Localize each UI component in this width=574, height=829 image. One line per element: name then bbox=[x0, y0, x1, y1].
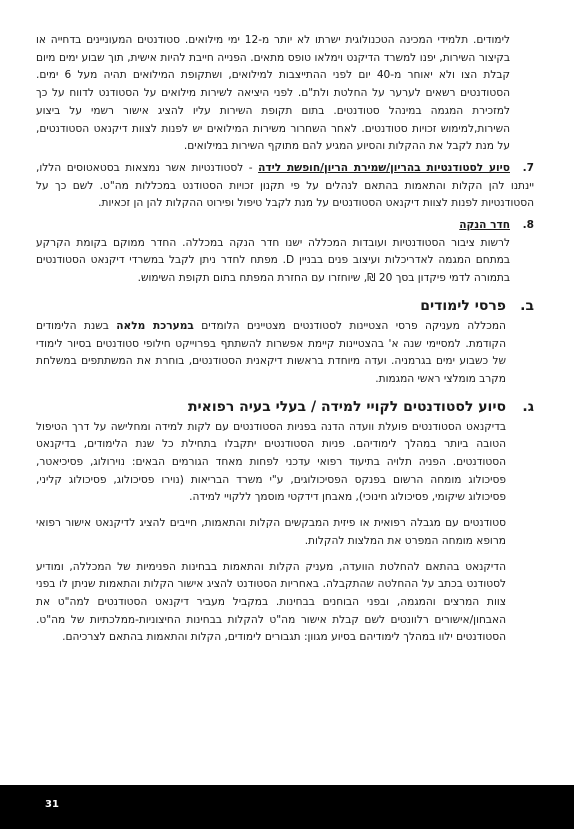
page-footer-bar bbox=[0, 785, 574, 829]
section-g bbox=[36, 397, 534, 647]
page-number: 31 bbox=[45, 799, 59, 810]
item-title: חדר הנקה bbox=[459, 219, 510, 232]
item-number: 7. bbox=[522, 161, 534, 174]
section-paragraph: סטודנטים עם מגבלה רפואית או פיזית המבקשים הקלות והתאמות, חייבים להציג לדיקנאט אישור רפואי מרופא מומחה המפרט את המלצות להקלות. bbox=[36, 517, 506, 547]
section-letter: ב. bbox=[520, 297, 534, 314]
section-heading bbox=[36, 397, 534, 417]
section-paragraph: המכללה מעניקה פרסי הצטיינות לסטודנטים מצטיינים הלומדים במערכת מלאה בשנת הלימודים הקודמת. למסיימי שנה א' בהצטיינות קיימת אפשרות להשתתף בפרוייקט חילופי סטודנטים בסיור לימודי של כשבוע ימים בגרמניה. ועדה מיוחדת בראשות דיקאנית הסטודנטים, בוחרת את המשתתפים במשלחת מקרב מומלצי ראשי המגמות. bbox=[36, 319, 506, 385]
section-heading bbox=[36, 296, 534, 316]
section-letter: ג. bbox=[522, 398, 534, 415]
item-title: סיוע לסטודנטיות בהריון/שמירת הריון/חופשת לידה bbox=[258, 161, 510, 174]
intro-paragraph: לימודים. תלמידי המכינה הטכנולוגית ישרתו לא יותר מ-12 ימי מילואים. סטודנטים המעוניינים בדחייה או בקיצור השירות, יפנו למשרד הדיקנט וימלאו טופס מתאים. הפנייה חייבת להיות אישית, תוך שבוע ימים מיום קבלת הצו ולא יאוחר מ-40 יום לפני ההתייצבות למילואים, ושתקופת המילואים תהיה מעל 6 ימים. הסטודנטים רשאים לערער על החלטת ולת"ם. לפני היציאה לשירות מילואים על הסטודנט לדווח על כך למזכירת המגמה במינהל סטודנטים. בתום תקופת השירות עליו להציג אישור רשמי על ביצוע השירות,למימוש זכויות סטודנטים. לאחר השחרור משירות המילואים יש לפנות לצוות דיקנאט הסטודנטים, על מנת לקבל את ההקלות והסיוע המגיע להם מתוקף השירות במילואים. bbox=[36, 34, 510, 153]
page-content bbox=[36, 32, 534, 647]
bold-phrase: במערכת מלאה bbox=[116, 319, 194, 332]
section-paragraph: הדיקנאט בהתאם להחלטת הוועדה, מעניק הקלות והתאמות בבחינות הפנימיות של המכללה, ומודיע לסטודנט בכתב על ההחלטה שהתקבלה. באחריות הסטודנט להציג אישור הקלות והתאמות שניתן לו בפני צוות המרצים והמגמה, ובפני הבוחנים בבחינות. במקביל מעביר דיקנאט הסטודנטים למה"ט את האבחון/אישורים רלוונטים לשם קבלת אישור מה"ט להקלות בבחינות החיצוניות-ממלכתיות של מה"ט. הסטודנטים ילוו במהלך לימודיהם בסיוע מגוון: תגבורים לימודים, הקלות והתאמות בהתאם לצרכיהם. bbox=[36, 560, 506, 644]
section-b bbox=[36, 296, 534, 389]
item-8 bbox=[36, 217, 534, 288]
item-body-inline: - לסטודנטיות אשר נמצאות בסטאטוסים הללו, יינתנו להן הקלות והתאמות בהתאם לנהלים על פי תקנון זכויות הסטודנט במכללות מה"ט. לשם כך על הסטודנטיות לפנות לצוות דיקנאט הסטודנטים על מנת לקבל טיפול ופירוט ההקלות להן הן זכאיות. bbox=[36, 161, 534, 210]
section-paragraph: בדיקנאט הסטודנטים פועלת וועדה הדנה בפניות הסטודנטים עם לקות למידה ומחלישה על דרך הטיפול הטובה ביותר במהלך לימודיהם. פניות הסטודנטים יתקבלו בתחילת כל שנת הלימודים, בדיקנאט הסטודנטים. הפניה תלויה בתיעוד רפואי עדכני לפחות מאחד הגורמים הבאים: נוירולוג, פסיכיאטר, פסיכולוג מומחה הרשום בפנקס הפסיכולוגים, ע"י משרד הבריאות (נוירו פסיכולוג, פסיכולוג קליני, פסיכולוג שיקומי, פסיכולוג חינוכי), מאבחן דידקטי מוסמך ללקויי למידה. bbox=[36, 420, 506, 504]
item-7 bbox=[36, 160, 534, 213]
item-body: לרשות ציבור הסטודנטיות ועובדות המכללה ישנו חדר הנקה במכללה. החדר ממוקם בקומת הקרקע במתחם המגמה לאדריכלות ועיצוב פנים בבניין D. מפתח לחדר ניתן לקבל במשרדי דיקנאט הסטודנטים בתמורה לדמי פיקדון בסך 20 ₪, שיוחזרו עם החזרת המפתח בתום תקופת השימוש. bbox=[36, 236, 510, 285]
section-title: פרסי לימודים bbox=[420, 297, 506, 314]
section-title: סיוע לסטודנטים לקויי למידה / בעלי בעיה רפואית bbox=[187, 398, 506, 415]
item-number: 8. bbox=[522, 219, 534, 232]
